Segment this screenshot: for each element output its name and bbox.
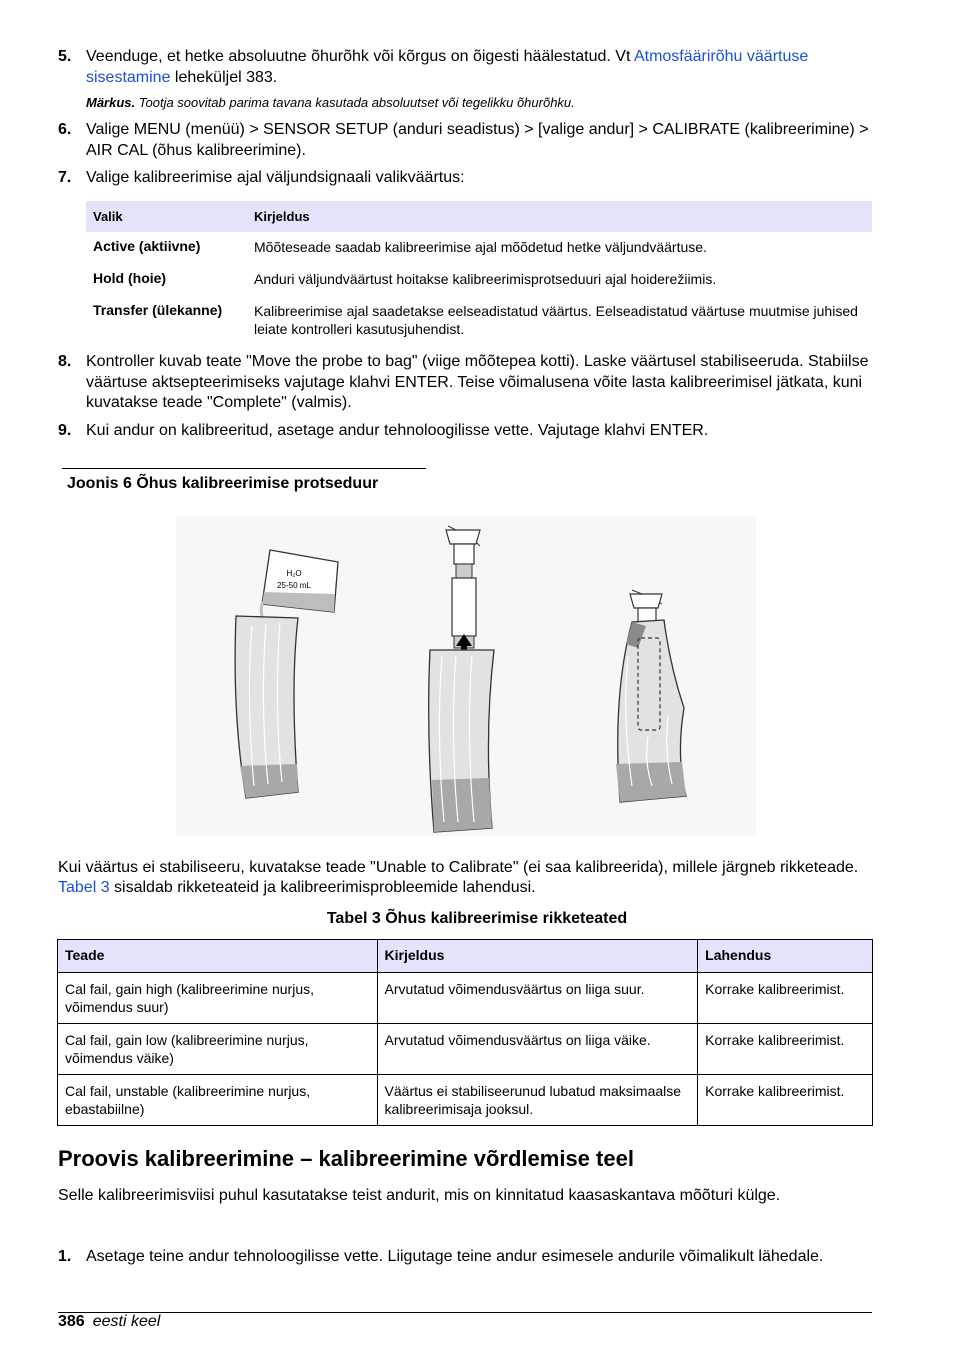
header-kirjeldus: Kirjeldus	[254, 209, 310, 224]
page-number: 386	[58, 1313, 85, 1330]
step-text: Valige MENU (menüü) > SENSOR SETUP (anduri seadistus) > [valige andur] > CALIBRATE (kalibreerimine) > AIR CAL (õhus kalibreerimine).	[86, 121, 869, 159]
note-text: Tootja soovitab parima tavana kasutada absoluutset või tegelikku õhurõhku.	[135, 95, 575, 110]
options-table	[86, 201, 872, 337]
step-number: 8.	[58, 353, 72, 370]
error-solution: Korrake kalibreerimist.	[698, 973, 873, 1024]
paragraph-text-part: Kui väärtus ei stabiliseeru, kuvatakse teade "Unable to Calibrate" (ei saa kalibreerida), millele järgneb rikketeade.	[58, 859, 859, 876]
cup-label-volume: 25-50 mL	[277, 581, 311, 590]
options-table-header	[86, 201, 872, 232]
option-description: Kalibreerimise ajal saadetakse eelseadistatud väärtus. Eelseadistatud väärtuse muutmise juhised leiate kontrolleri kasutusjuhendist.	[254, 303, 858, 337]
footer-rule	[58, 1312, 872, 1313]
note	[86, 95, 575, 110]
figure-caption: Joonis 6 Õhus kalibreerimise protseduur	[67, 475, 379, 492]
error-description: Arvutatud võimendusväärtus on liiga väike.	[377, 1024, 698, 1075]
step-number: 6.	[58, 121, 72, 138]
header-teade: Teade	[58, 940, 378, 973]
section-heading: Proovis kalibreerimine – kalibreerimine võrdlemise teel	[58, 1146, 634, 1171]
option-description: Mõõteseade saadab kalibreerimise ajal mõõdetud hetke väljundväärtuse.	[254, 239, 707, 255]
unstable-paragraph	[58, 858, 872, 898]
page-footer	[58, 1313, 160, 1331]
step-number: 1.	[58, 1248, 72, 1265]
error-description: Väärtus ei stabiliseerunud lubatud maksimaalse kalibreerimisaja jooksul.	[377, 1075, 698, 1126]
footer-language: eesti keel	[92, 1313, 161, 1330]
step-text	[86, 47, 872, 88]
table-3-link[interactable]: Tabel 3	[58, 879, 110, 896]
step-number: 9.	[58, 422, 72, 439]
error-table	[57, 939, 873, 1126]
error-solution: Korrake kalibreerimist.	[698, 1075, 873, 1126]
step-number: 7.	[58, 169, 72, 186]
step-text: Asetage teine andur tehnoloogilisse vette. Liigutage teine andur esimesele andurile võimalikult lähedale.	[86, 1248, 824, 1265]
header-kirjeldus: Kirjeldus	[377, 940, 698, 973]
step-text: Kontroller kuvab teate "Move the probe to bag" (viige mõõtepea kotti). Laske väärtusel stabiliseeruda. Stabiilse väärtuse aktsepteerimiseks vajutage klahvi ENTER. Teise võimalusena võite lasta kalibreerimisel jätkata, kuni kuvatakse teade "Complete" (valmis).	[86, 353, 869, 411]
error-message: Cal fail, unstable (kalibreerimine nurjus, ebastabiilne)	[58, 1075, 378, 1126]
option-description: Anduri väljundväärtust hoitakse kalibreerimisprotseduuri ajal hoiderežiimis.	[254, 271, 717, 287]
error-solution: Korrake kalibreerimist.	[698, 1024, 873, 1075]
header-lahendus: Lahendus	[698, 940, 873, 973]
section-intro: Selle kalibreerimisviisi puhul kasutatakse teist andurit, mis on kinnitatud kaasaskantava mõõturi külge.	[58, 1187, 781, 1204]
table-row	[58, 973, 873, 1024]
air-calibration-illustration	[176, 516, 756, 836]
option-name: Hold (hoie)	[93, 270, 167, 286]
bag-1	[235, 616, 298, 798]
table-row	[58, 1024, 873, 1075]
error-message: Cal fail, gain low (kalibreerimine nurjus, võimendus väike)	[58, 1024, 378, 1075]
atmospheric-pressure-link[interactable]: Atmosfäärirõhu väärtuse sisestamine	[86, 48, 809, 86]
cup-label-h2o: H₂O	[286, 569, 302, 578]
error-message: Cal fail, gain high (kalibreerimine nurjus, võimendus suur)	[58, 973, 378, 1024]
step-text: Kui andur on kalibreeritud, asetage andur tehnoloogilisse vette. Vajutage klahvi ENTER.	[86, 422, 709, 439]
step-text: Valige kalibreerimise ajal väljundsignaali valikväärtus:	[86, 169, 465, 186]
figure-rule	[62, 468, 426, 469]
note-label: Märkus.	[86, 95, 136, 110]
option-name: Transfer (ülekanne)	[93, 302, 223, 318]
table-caption: Tabel 3 Õhus kalibreerimise rikketeated	[326, 910, 628, 927]
error-description: Arvutatud võimendusväärtus on liiga suur.	[377, 973, 698, 1024]
paragraph-text-part: sisaldab rikketeateid ja kalibreerimisprobleemide lahendusi.	[109, 879, 536, 896]
step-text-part: Veenduge, et hetke absoluutne õhurõhk või kõrgus on õigesti häälestatud. Vt	[86, 48, 634, 65]
table-row	[58, 1075, 873, 1126]
header-valik: Valik	[93, 209, 123, 224]
option-name: Active (aktiivne)	[93, 238, 201, 254]
table-header-row	[58, 940, 873, 973]
step-number: 5.	[58, 48, 72, 65]
bag-2	[429, 650, 494, 832]
step-text-part: leheküljel 383.	[170, 68, 278, 86]
